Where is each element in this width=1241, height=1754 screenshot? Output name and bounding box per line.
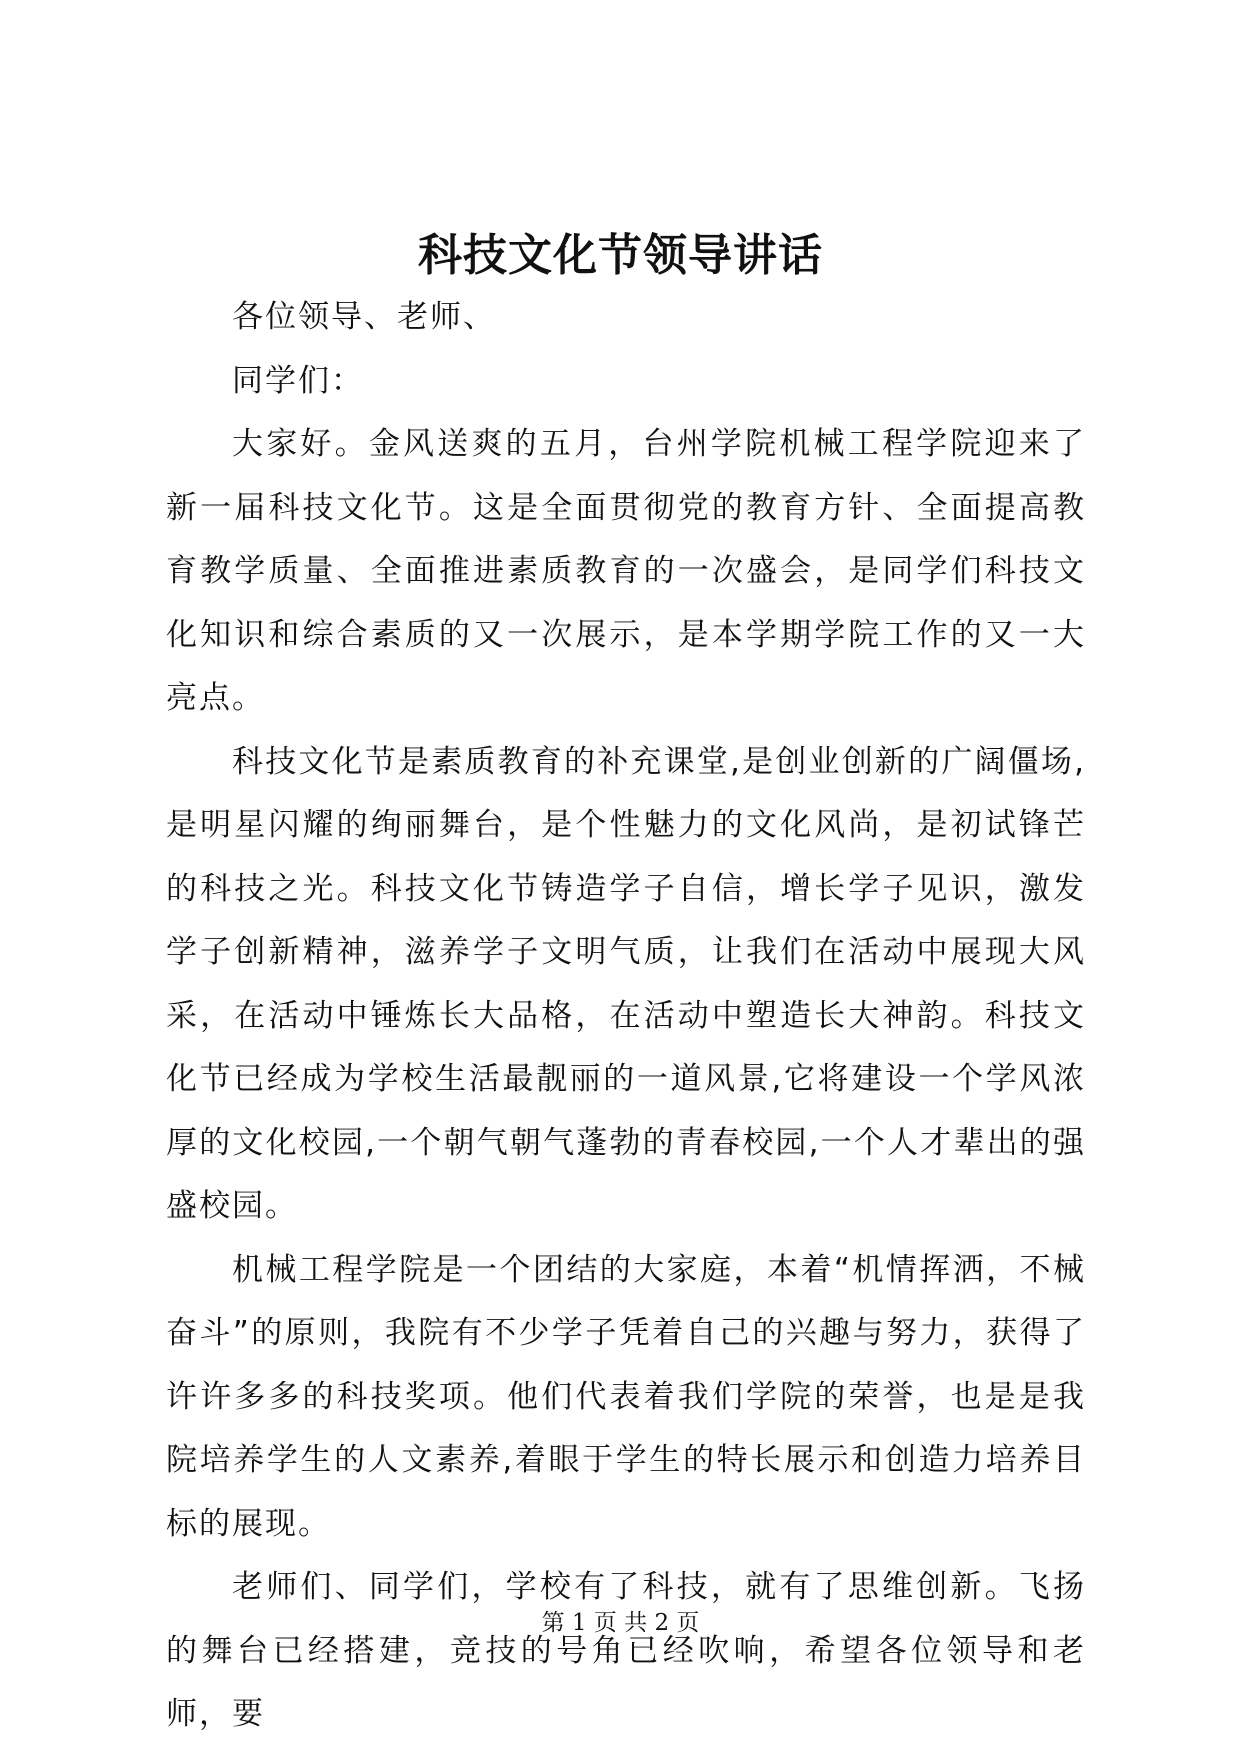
paragraph-4: 老师们、同学们，学校有了科技，就有了思维创新。飞扬的舞台已经搭建，竞技的号角已经吹响，希望各位领导和老师，要 xyxy=(166,1569,1086,1732)
greeting-line-2: 同学们： xyxy=(232,362,364,399)
paragraph-3: 机械工程学院是一个团结的大家庭，本着“机情挥洒，不械奋斗”的原则，我院有不少学子凭着自己的兴趣与努力，获得了许许多多的科技奖项。他们代表着我们学院的荣誉，也是是我院培养学生的人文素养,着眼于学生的特长展示和创造力培养目标的展现。 xyxy=(166,1251,1086,1542)
document-body xyxy=(166,286,1086,1747)
document-title: 科技文化节领导讲话 xyxy=(418,230,823,281)
paragraph-1: 大家好。金风送爽的五月，台州学院机械工程学院迎来了新一届科技文化节。这是全面贯彻党的教育方针、全面提高教育教学质量、全面推进素质教育的一次盛会，是同学们科技文化知识和综合素质的又一次展示，是本学期学院工作的又一大亮点。 xyxy=(166,426,1086,716)
greeting-line-1: 各位领导、老师、 xyxy=(232,299,496,335)
page-footer: 第 1 页 共 2 页 xyxy=(541,1610,700,1636)
paragraph-2: 科技文化节是素质教育的补充课堂,是创业创新的广阔僵场,是明星闪耀的绚丽舞台，是个性魅力的文化风尚，是初试锋芒的科技之光。科技文化节铸造学子自信，增长学子见识，激发学子创新精神，滋养学子文明气质，让我们在活动中展现大风采，在活动中锤炼长大品格，在活动中塑造长大神韵。科技文化节已经成为学校生活最靓丽的一道风景,它将建设一个学风浓厚的文化校园,一个朝气朝气蓬勃的青春校园,一个人才辈出的强盛校园。 xyxy=(166,743,1086,1224)
